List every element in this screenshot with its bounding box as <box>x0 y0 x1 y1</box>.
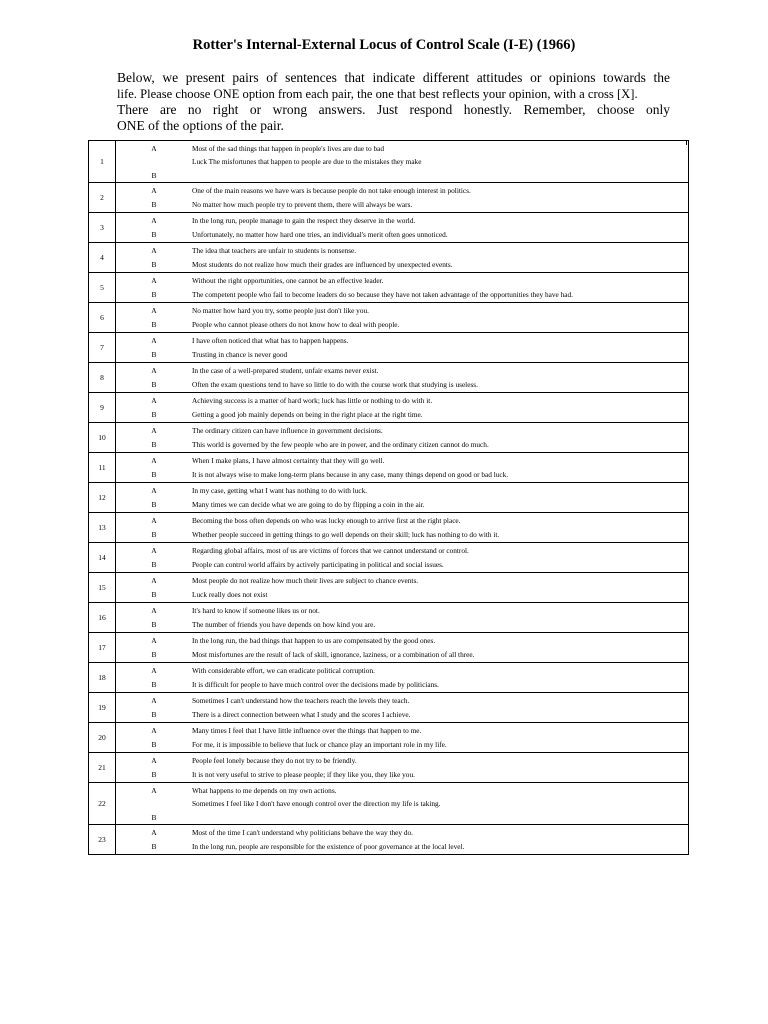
item-number: 8 <box>89 363 116 392</box>
option-letter: B <box>151 709 157 719</box>
option-letter: A <box>151 275 157 285</box>
table-row <box>89 243 688 273</box>
option-text: It is not very useful to strive to please people; if they like you, they like you. <box>192 769 415 779</box>
option-text: In the long run, people are responsible for the existence of poor governance at the local level. <box>192 841 465 851</box>
option-text: Often the exam questions tend to have so little to do with the course work that studying is useless. <box>192 379 478 389</box>
option-b[interactable] <box>116 288 688 300</box>
table-row <box>89 363 688 393</box>
instructions-line-2: life. Please choose ONE option from each pair, the one that best reflects your opinion, with a cross [X]. <box>117 87 638 101</box>
instructions <box>117 70 670 134</box>
option-b[interactable] <box>116 558 688 570</box>
option-letter: B <box>151 229 157 239</box>
option-text: Regarding global affairs, most of us are victims of forces that we cannot understand or control. <box>192 545 469 555</box>
option-text: In the long run, people manage to gain the respect they deserve in the world. <box>192 215 416 225</box>
option-letter: A <box>151 665 157 675</box>
table-row <box>89 483 688 513</box>
option-text: There is a direct connection between what I study and the scores I achieve. <box>192 709 411 719</box>
item-number: 14 <box>89 543 116 572</box>
table-row <box>89 333 688 363</box>
table-row <box>89 663 688 693</box>
option-letter: A <box>151 143 157 153</box>
item-number: 23 <box>89 825 116 854</box>
option-text: People who cannot please others do not know how to deal with people. <box>192 319 400 329</box>
option-letter: A <box>151 215 157 225</box>
option-a[interactable] <box>116 634 688 646</box>
option-text: Many times I feel that I have little influence over the things that happen to me. <box>192 725 422 735</box>
instructions-line-3: There are no right or wrong answers. Just respond honestly. Remember, choose only <box>117 102 670 117</box>
option-b[interactable] <box>116 348 688 360</box>
item-number: 15 <box>89 573 116 602</box>
option-a[interactable] <box>116 484 688 496</box>
option-text: Most people do not realize how much their lives are subject to chance events. <box>192 575 419 585</box>
option-a[interactable] <box>116 304 688 316</box>
option-a[interactable] <box>116 274 688 286</box>
option-a[interactable] <box>116 724 688 736</box>
option-text: Luck really does not exist <box>192 589 268 599</box>
option-a[interactable] <box>116 142 688 154</box>
option-b[interactable] <box>116 468 688 480</box>
option-letter: B <box>151 199 157 209</box>
option-letter: A <box>151 245 157 255</box>
option-b[interactable] <box>116 228 688 240</box>
option-letter: A <box>151 725 157 735</box>
option-b[interactable] <box>116 738 688 750</box>
option-b[interactable] <box>116 438 688 450</box>
instructions-line-4: ONE of the options of the pair. <box>117 118 284 133</box>
option-b[interactable] <box>116 648 688 660</box>
table-row <box>89 693 688 723</box>
option-a[interactable] <box>116 394 688 406</box>
option-a[interactable] <box>116 574 688 586</box>
table-row <box>89 783 688 825</box>
option-text: The idea that teachers are unfair to students is nonsense. <box>192 245 357 255</box>
item-number: 12 <box>89 483 116 512</box>
table-row <box>89 753 688 783</box>
option-b[interactable] <box>116 498 688 510</box>
item-number: 1 <box>89 141 116 182</box>
option-b[interactable] <box>116 678 688 690</box>
item-number: 21 <box>89 753 116 782</box>
option-text: The number of friends you have depends on how kind you are. <box>192 619 376 629</box>
option-b[interactable] <box>116 811 688 823</box>
option-letter: A <box>151 575 157 585</box>
option-text: Getting a good job mainly depends on being in the right place at the right time. <box>192 409 423 419</box>
option-b[interactable] <box>116 198 688 210</box>
option-text: The competent people who fail to become leaders do so because they have not taken advantage of the opportunities they have had. <box>192 289 573 299</box>
item-number: 7 <box>89 333 116 362</box>
option-letter: B <box>151 469 157 479</box>
option-b[interactable] <box>116 408 688 420</box>
table-row <box>89 453 688 483</box>
table-row <box>89 183 688 213</box>
table-row <box>89 393 688 423</box>
option-letter: A <box>151 365 157 375</box>
option-letter: B <box>151 259 157 269</box>
option-a[interactable] <box>116 214 688 226</box>
option-text: Most of the time I can't understand why politicians behave the way they do. <box>192 827 413 837</box>
table-row <box>89 273 688 303</box>
option-letter: A <box>151 785 157 795</box>
table-row <box>89 423 688 453</box>
option-b[interactable] <box>116 258 688 270</box>
option-letter: B <box>151 170 157 180</box>
option-letter: A <box>151 827 157 837</box>
item-number: 11 <box>89 453 116 482</box>
option-letter: B <box>151 529 157 539</box>
questionnaire-table <box>88 140 689 855</box>
option-letter: B <box>151 319 157 329</box>
document-title: Rotter's Internal-External Locus of Control Scale (I-E) (1966) <box>192 37 576 53</box>
option-b[interactable] <box>116 378 688 390</box>
option-text: Achieving success is a matter of hard work; luck has little or nothing to do with it. <box>192 395 433 405</box>
option-continued[interactable] <box>116 155 688 167</box>
option-a[interactable] <box>116 784 688 796</box>
option-letter: A <box>151 545 157 555</box>
option-text: Without the right opportunities, one cannot be an effective leader. <box>192 275 384 285</box>
option-a[interactable] <box>116 826 688 838</box>
option-text: The ordinary citizen can have influence in government decisions. <box>192 425 383 435</box>
option-b[interactable] <box>116 768 688 780</box>
option-letter: B <box>151 499 157 509</box>
option-letter: A <box>151 395 157 405</box>
option-letter: A <box>151 635 157 645</box>
item-number: 18 <box>89 663 116 692</box>
option-a[interactable] <box>116 754 688 766</box>
option-text: Unfortunately, no matter how hard one tries, an individual's merit often goes unnoticed. <box>192 229 448 239</box>
option-text: It is not always wise to make long-term plans because in any case, many things depend on good or bad luck. <box>192 469 509 479</box>
option-letter: B <box>151 739 157 749</box>
option-letter: A <box>151 485 157 495</box>
option-a[interactable] <box>116 604 688 616</box>
option-text: What happens to me depends on my own actions. <box>192 785 337 795</box>
option-b[interactable] <box>116 169 688 181</box>
item-number: 4 <box>89 243 116 272</box>
option-text: Luck The misfortunes that happen to people are due to the mistakes they make <box>192 156 422 166</box>
instructions-line-1: Below, we present pairs of sentences that indicate different attitudes or opinions towards the <box>117 70 670 85</box>
option-b[interactable] <box>116 708 688 720</box>
option-b[interactable] <box>116 528 688 540</box>
table-row <box>89 543 688 573</box>
table-row <box>89 513 688 543</box>
option-text: Sometimes I can't understand how the teachers reach the levels they teach. <box>192 695 410 705</box>
option-text: Most of the sad things that happen in people's lives are due to bad <box>192 143 385 153</box>
option-b[interactable] <box>116 588 688 600</box>
option-text: People can control world affairs by actively participating in political and social issues. <box>192 559 444 569</box>
option-letter: A <box>151 605 157 615</box>
option-text: People feel lonely because they do not try to be friendly. <box>192 755 357 765</box>
item-number: 6 <box>89 303 116 332</box>
option-letter: B <box>151 841 157 851</box>
option-text: It is difficult for people to have much control over the decisions made by politicians. <box>192 679 439 689</box>
option-letter: A <box>151 455 157 465</box>
option-continued[interactable] <box>116 797 688 809</box>
option-a[interactable] <box>116 454 688 466</box>
option-a[interactable] <box>116 514 688 526</box>
option-text: Sometimes I feel like I don't have enough control over the direction my life is taking. <box>192 798 441 808</box>
option-a[interactable] <box>116 694 688 706</box>
option-letter: A <box>151 335 157 345</box>
option-text: This world is governed by the few people who are in power, and the ordinary citizen cannot do much. <box>192 439 489 449</box>
item-number: 2 <box>89 183 116 212</box>
option-text: Becoming the boss often depends on who was lucky enough to arrive first at the right place. <box>192 515 461 525</box>
option-letter: B <box>151 409 157 419</box>
item-number: 13 <box>89 513 116 542</box>
table-row <box>89 303 688 333</box>
option-letter: B <box>151 812 157 822</box>
item-number: 3 <box>89 213 116 242</box>
option-a[interactable] <box>116 244 688 256</box>
item-number: 19 <box>89 693 116 722</box>
option-letter: A <box>151 695 157 705</box>
option-text: Trusting in chance is never good <box>192 349 288 359</box>
option-text: I have often noticed that what has to happen happens. <box>192 335 349 345</box>
option-b[interactable] <box>116 618 688 630</box>
item-number: 10 <box>89 423 116 452</box>
option-letter: A <box>151 305 157 315</box>
option-text: It's hard to know if someone likes us or not. <box>192 605 320 615</box>
item-number: 16 <box>89 603 116 632</box>
item-number: 20 <box>89 723 116 752</box>
table-row <box>89 573 688 603</box>
option-text: No matter how much people try to prevent them, there will always be wars. <box>192 199 413 209</box>
option-text: In the long run, the bad things that happen to us are compensated by the good ones. <box>192 635 436 645</box>
option-text: Many times we can decide what we are going to do by flipping a coin in the air. <box>192 499 425 509</box>
option-letter: A <box>151 185 157 195</box>
option-letter: B <box>151 439 157 449</box>
option-letter: B <box>151 589 157 599</box>
option-b[interactable] <box>116 840 688 852</box>
option-letter: B <box>151 679 157 689</box>
option-a[interactable] <box>116 184 688 196</box>
option-letter: B <box>151 289 157 299</box>
option-letter: A <box>151 425 157 435</box>
table-row <box>89 141 688 183</box>
option-letter: B <box>151 559 157 569</box>
option-text: In the case of a well-prepared student, unfair exams never exist. <box>192 365 379 375</box>
item-number: 5 <box>89 273 116 302</box>
option-a[interactable] <box>116 664 688 676</box>
table-row <box>89 723 688 753</box>
table-row <box>89 633 688 663</box>
option-b[interactable] <box>116 318 688 330</box>
option-letter: A <box>151 515 157 525</box>
item-number: 17 <box>89 633 116 662</box>
option-a[interactable] <box>116 544 688 556</box>
item-number: 22 <box>89 783 116 824</box>
option-letter: B <box>151 619 157 629</box>
option-text: For me, it is impossible to believe that luck or chance play an important role in my life. <box>192 739 447 749</box>
option-text: Most misfortunes are the result of lack of skill, ignorance, laziness, or a combination of all three. <box>192 649 475 659</box>
option-text: With considerable effort, we can eradicate political corruption. <box>192 665 375 675</box>
option-a[interactable] <box>116 424 688 436</box>
table-row <box>89 603 688 633</box>
table-row <box>89 213 688 243</box>
option-letter: B <box>151 649 157 659</box>
option-text: One of the main reasons we have wars is because people do not take enough interest in politics. <box>192 185 471 195</box>
option-letter: A <box>151 755 157 765</box>
option-a[interactable] <box>116 334 688 346</box>
option-letter: B <box>151 769 157 779</box>
item-number: 9 <box>89 393 116 422</box>
option-text: When I make plans, I have almost certainty that they will go well. <box>192 455 385 465</box>
option-text: In my case, getting what I want has nothing to do with luck. <box>192 485 368 495</box>
option-letter: B <box>151 349 157 359</box>
table-row <box>89 825 688 855</box>
option-text: No matter how hard you try, some people just don't like you. <box>192 305 369 315</box>
option-text: Whether people succeed in getting things to go well depends on their skill; luck has nothing to do with it. <box>192 529 500 539</box>
option-a[interactable] <box>116 364 688 376</box>
option-letter: B <box>151 379 157 389</box>
option-text: Most students do not realize how much their grades are influenced by unexpected events. <box>192 259 453 269</box>
